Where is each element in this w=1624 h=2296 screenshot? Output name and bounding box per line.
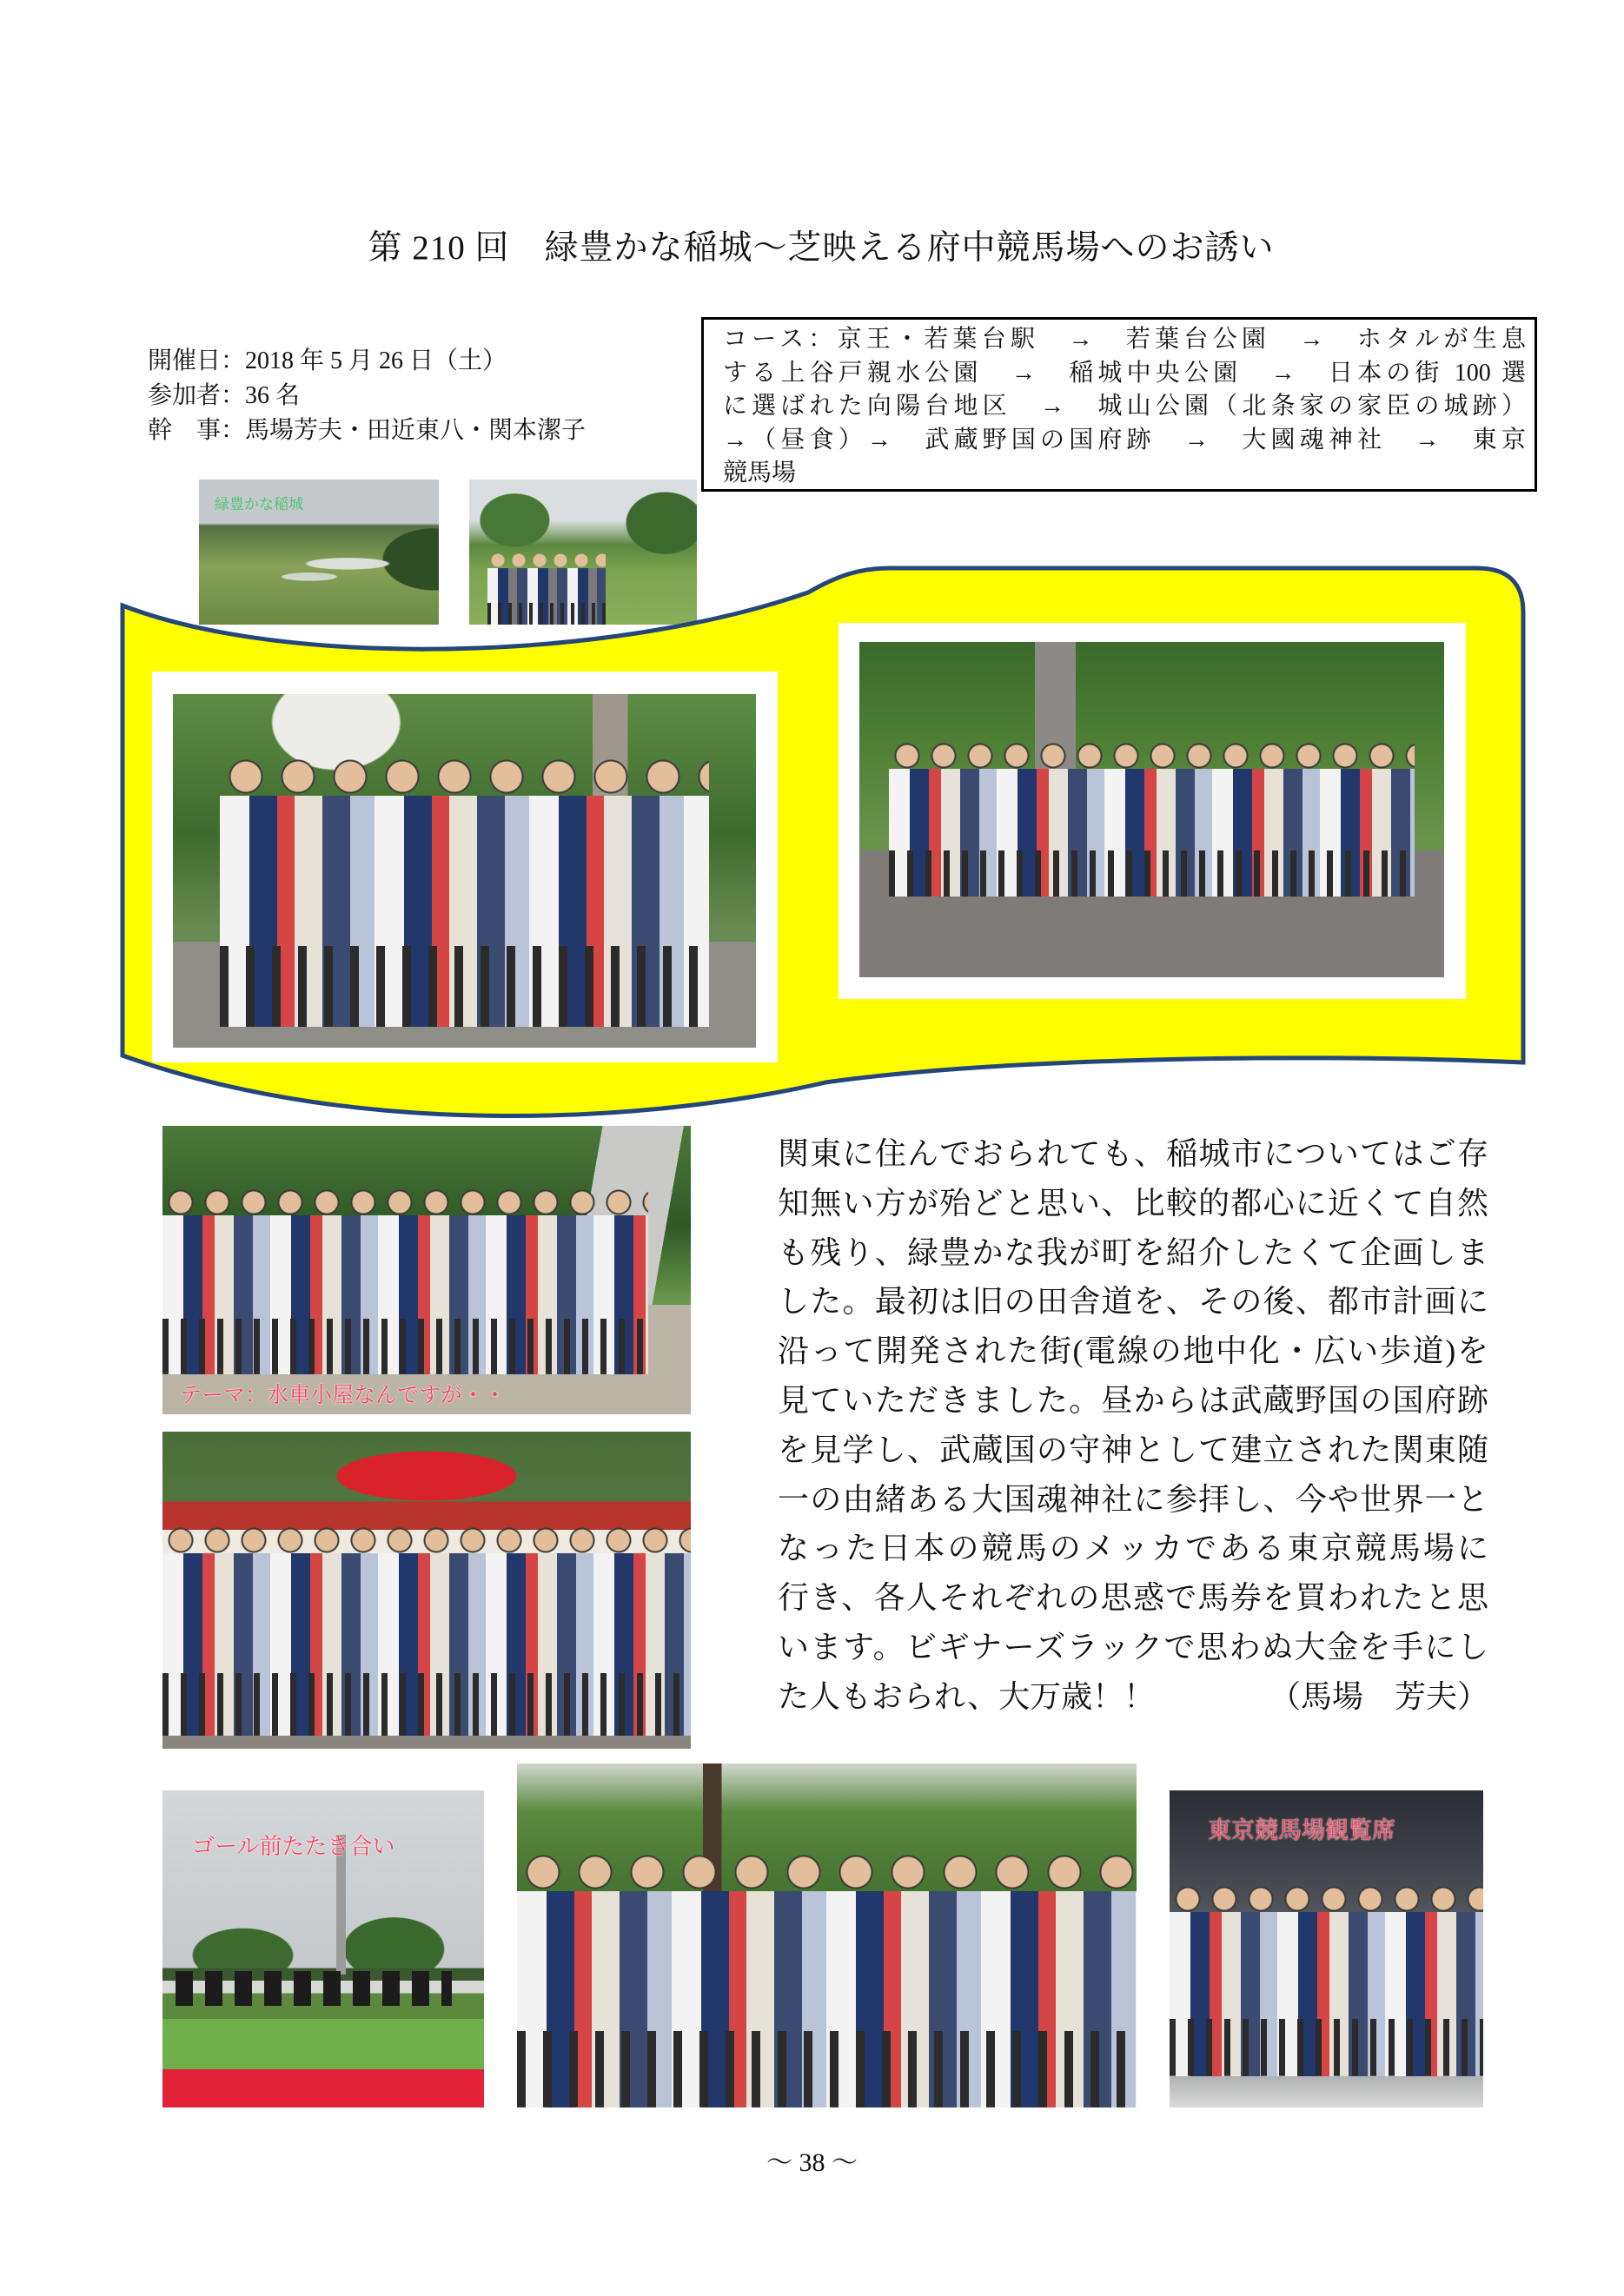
article-text <box>778 1129 1488 1722</box>
people-group <box>162 1527 691 1737</box>
article-line: を見学し、武蔵国の守神として建立された関東随 <box>778 1432 1488 1467</box>
article-line: した。最初は旧の田舎道を、その後、都市計画に <box>778 1284 1488 1320</box>
course-line: →（昼食）→ 武蔵野国の国府跡 → 大國魂神社 → 東京 <box>723 426 1526 453</box>
horses <box>176 1971 452 2006</box>
article-last-line <box>778 1672 1488 1722</box>
people-group <box>1170 1886 1483 2076</box>
photo-shrine-group <box>162 1432 691 1749</box>
photo-group-statue <box>173 694 756 1048</box>
article-line: 行き、各人それぞれの思惑で馬券を買われたと思 <box>778 1580 1488 1616</box>
participant-count: 参加者：36 名 <box>148 382 301 409</box>
course-line: コース：京王・若葉台駅 → 若葉台公園 → ホタルが生息 <box>723 326 1526 353</box>
photo-racecourse-stands <box>1170 1790 1483 2107</box>
page-number: ～ 38 ～ <box>766 2148 858 2177</box>
article-line: 知無い方が殆どと思い、比較的都心に近くて自然 <box>778 1185 1488 1221</box>
page-title: 第 210 回 緑豊かな稲城～芝映える府中競馬場へのお誘い <box>368 229 1275 267</box>
photo-caption: 緑豊かな稲城 <box>215 496 303 513</box>
people-group <box>889 743 1415 897</box>
people-group <box>162 1189 648 1374</box>
photo-caption: ゴール前たたき合い <box>192 1834 395 1860</box>
article-line: た人もおられ、大万歳！！ <box>778 1678 1156 1714</box>
course-box <box>701 317 1537 492</box>
photo-caption: 東京競馬場観覧席 <box>1208 1817 1395 1844</box>
author-name: （馬場 芳夫） <box>1269 1678 1488 1714</box>
people-group <box>517 1853 1137 2107</box>
course-line: 競馬場 <box>723 460 797 486</box>
photo-caption: テーマ：水車小屋なんですが・・ <box>180 1382 507 1407</box>
photo-inagi-landscape <box>199 480 439 625</box>
photo-walking-group <box>469 480 697 625</box>
course-line: に選ばれた向陽台地区 → 城山公園（北条家の家臣の城跡） <box>723 393 1526 420</box>
course-line: する上谷戸親水公園 → 稲城中央公園 → 日本の街 100 選 <box>723 359 1526 387</box>
article-line: 沿って開発された街(電線の地中化・広い歩道)を <box>778 1333 1488 1369</box>
photo-group-plaza <box>859 642 1444 977</box>
article-line: います。ビギナーズラックで思わぬ大金を手にし <box>778 1629 1488 1664</box>
event-date: 開催日：2018 年 5 月 26 日（土） <box>148 347 507 374</box>
article-line: も残り、緑豊かな我が町を紹介したくて企画しま <box>778 1234 1488 1270</box>
organizers: 幹 事：馬場芳夫・田近東八・関本潔子 <box>148 417 587 444</box>
article-line: 一の由緒ある大国魂神社に参拝し、今や世界一と <box>778 1481 1488 1517</box>
people-group <box>220 758 710 1026</box>
photo-horse-race <box>162 1790 484 2107</box>
article-line: なった日本の競馬のメッカである東京競馬場に <box>778 1531 1488 1566</box>
event-info <box>148 344 686 448</box>
photo-park-walk <box>517 1763 1137 2107</box>
article-line: 見ていただきました。昼からは武蔵野国の国府跡 <box>778 1382 1488 1418</box>
people-group <box>487 552 606 625</box>
photo-watermill-group <box>162 1126 691 1414</box>
article-line: 関東に住んでおられても、稲城市についてはご存 <box>778 1136 1488 1171</box>
